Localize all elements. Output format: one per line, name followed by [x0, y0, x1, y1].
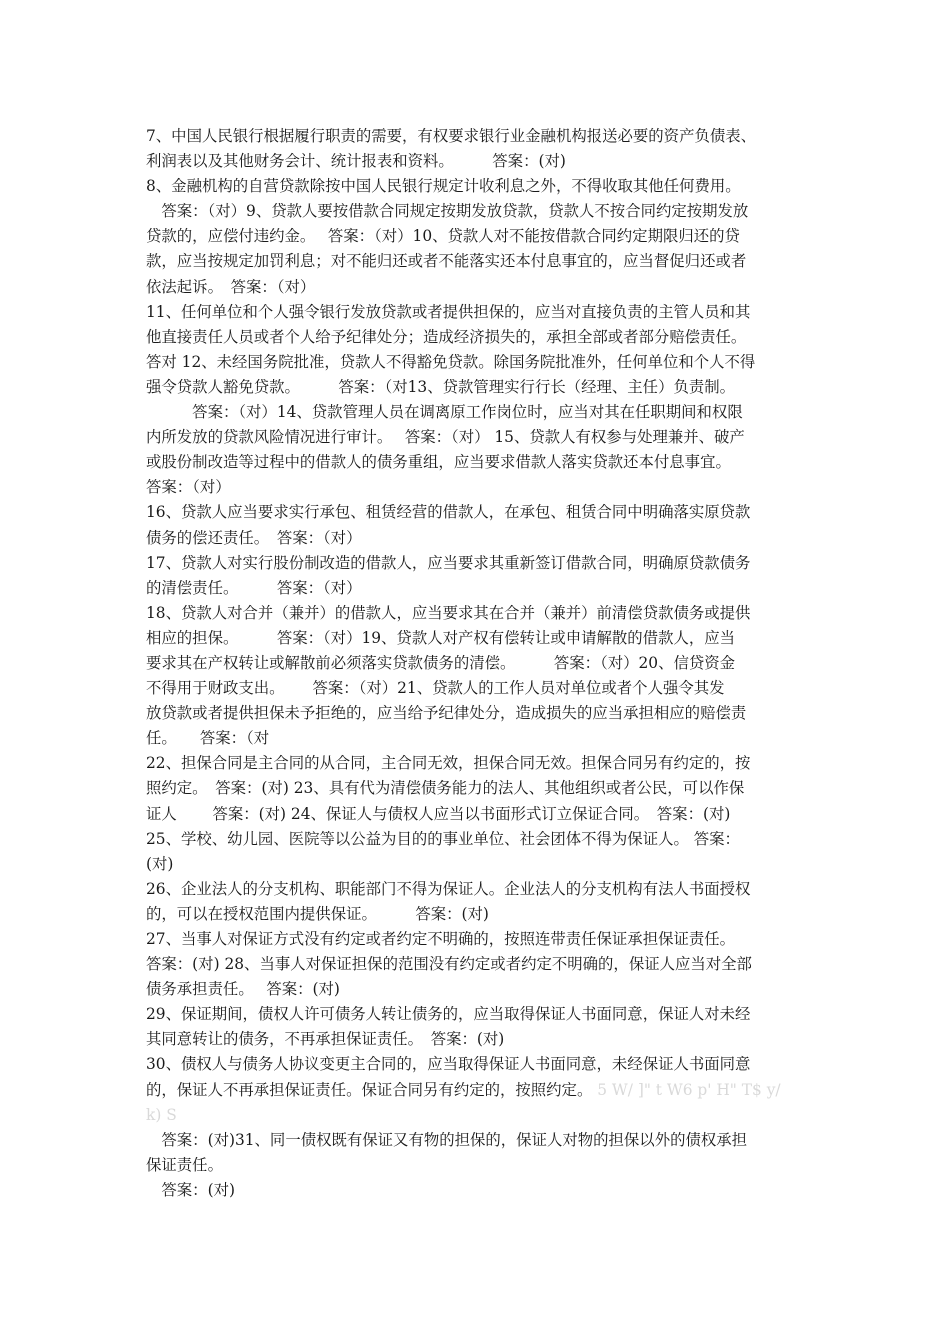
text-line: 任。 答案：（对 [146, 729, 270, 748]
text-line: 内所发放的贷款风险情况进行审计。 答案：（对） 15、贷款人有权参与处理兼并、破产 [146, 428, 745, 447]
text-line: 照约定。 答案：(对) 23、具有代为清偿债务能力的法人、其他组织或者公民，可以作保 [146, 779, 745, 798]
watermark-text: 5 W/ ]" t W6 p' H" T$ y/ [597, 1080, 781, 1099]
text-line: 答案：（对） [146, 478, 231, 497]
text-line: 答案：(对)31、同一债权既有保证又有物的担保的，保证人对物的担保以外的债权承担 [146, 1130, 748, 1149]
text-line: 29、保证期间，债权人许可债务人转让债务的，应当取得保证人书面同意，保证人对未经 [146, 1005, 751, 1024]
text-segment: 的，保证人不再承担保证责任。保证合同另有约定的，按照约定。 [146, 1080, 593, 1099]
text-line: 证人 答案：(对) 24、保证人与债权人应当以书面形式订立保证合同。 答案：(对) [146, 804, 731, 823]
text-line-with-watermark [146, 1078, 812, 1103]
text-line: 的清偿责任。 答案：（对） [146, 578, 362, 597]
watermark-line: k) S [146, 1105, 177, 1124]
text-line: 答案：(对) [146, 1180, 235, 1199]
text-line: 相应的担保。 答案：（对）19、贷款人对产权有偿转让或申请解散的借款人，应当 [146, 628, 736, 647]
text-line: 放贷款或者提供担保未予拒绝的，应当给予纪律处分，造成损失的应当承担相应的赔偿责 [146, 704, 747, 723]
text-line: 利润表以及其他财务会计、统计报表和资料。 答案：(对) [146, 152, 566, 171]
text-line: 30、债权人与债务人协议变更主合同的，应当取得保证人书面同意，未经保证人书面同意 [146, 1055, 751, 1074]
text-line: 保证责任。 [146, 1155, 223, 1174]
text-line: 答案：（对）9、贷款人要按借款合同规定按期发放贷款，贷款人不按合同约定按期发放 [146, 202, 749, 221]
text-line: 他直接责任人员或者个人给予纪律处分；造成经济损失的，承担全部或者部分赔偿责任。 [146, 327, 747, 346]
text-line: 要求其在产权转让或解散前必须落实贷款债务的清偿。 答案：（对）20、信贷资金 [146, 653, 736, 672]
text-line: 款，应当按规定加罚利息；对不能归还或者不能落实还本付息事宜的，应当督促归还或者 [146, 252, 747, 271]
text-line: 答对 12、未经国务院批准，贷款人不得豁免贷款。除国务院批准外，任何单位和个人不得 [146, 352, 756, 371]
text-line: 25、学校、幼儿园、医院等以公益为目的的事业单位、社会团体不得为保证人。 答案： [146, 829, 740, 848]
text-line: 其同意转让的债务，不再承担保证责任。 答案：(对) [146, 1030, 505, 1049]
text-line: 或股份制改造等过程中的借款人的债务重组，应当要求借款人落实贷款还本付息事宜。 [146, 453, 731, 472]
text-line: 8、金融机构的自营贷款除按中国人民银行规定计收利息之外，不得收取其他任何费用。 [146, 177, 741, 196]
text-line: 不得用于财政支出。 答案：（对）21、贷款人的工作人员对单位或者个人强令其发 [146, 679, 725, 698]
text-line: 18、贷款人对合并（兼并）的借款人，应当要求其在合并（兼并）前清偿贷款债务或提供 [146, 603, 751, 622]
text-line: 强令贷款人豁免贷款。 答案：（对13、贷款管理实行行长（经理、主任）负责制。 [146, 377, 736, 396]
text-line: 11、任何单位和个人强令银行发放贷款或者提供担保的，应当对直接负责的主管人员和其 [146, 302, 751, 321]
text-line: 16、贷款人应当要求实行承包、租赁经营的借款人，在承包、租赁合同中明确落实原贷款 [146, 503, 751, 522]
text-line: 26、企业法人的分支机构、职能部门不得为保证人。企业法人的分支机构有法人书面授权 [146, 879, 751, 898]
text-line: 27、当事人对保证方式没有约定或者约定不明确的，按照连带责任保证承担保证责任。 [146, 930, 736, 948]
text-line: 7、中国人民银行根据履行职责的需要，有权要求银行业金融机构报送必要的资产负债表、 [146, 127, 757, 145]
text-line: 依法起诉。 答案：（对） [146, 277, 316, 296]
text-line: 债务承担责任。 答案：(对) [146, 980, 340, 999]
text-line: 贷款的，应偿付违约金。 答案：（对）10、贷款人对不能按借款合同约定期限归还的贷 [146, 227, 740, 246]
text-line: 答案：（对）14、贷款管理人员在调离原工作岗位时，应当对其在任职期间和权限 [146, 403, 743, 422]
text-line: 债务的偿还责任。 答案：（对） [146, 528, 362, 547]
text-line: 答案：(对) 28、当事人对保证担保的范围没有约定或者约定不明确的，保证人应当对全部 [146, 955, 752, 974]
text-line: 22、担保合同是主合同的从合同，主合同无效，担保合同无效。担保合同另有约定的，按 [146, 754, 751, 773]
text-line: (对) [146, 854, 174, 873]
text-line: 的，可以在授权范围内提供保证。 答案：(对) [146, 904, 489, 923]
text-line: 17、贷款人对实行股份制改造的借款人，应当要求其重新签订借款合同，明确原贷款债务 [146, 553, 751, 572]
